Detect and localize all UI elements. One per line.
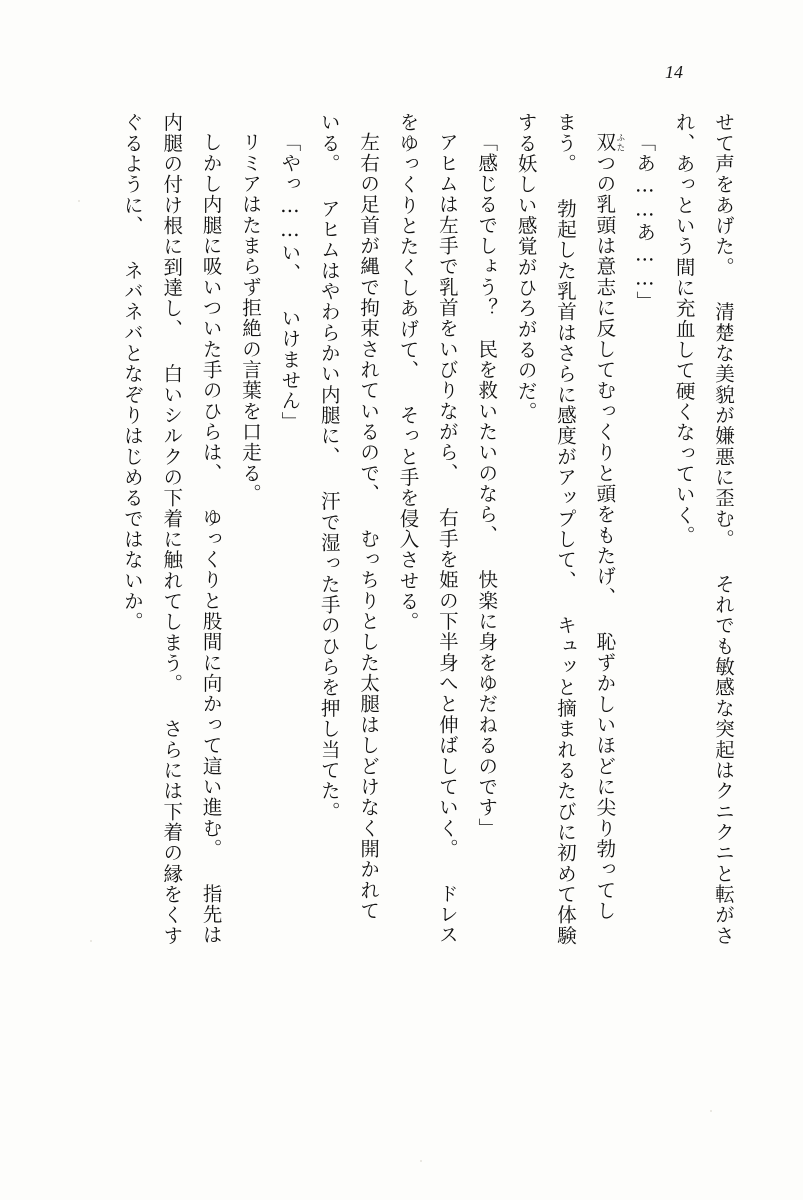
body-paragraph: する妖しい感覚がひろがるのだ。: [514, 112, 538, 423]
body-paragraph: れ、あっという間に充血して硬くなっていく。: [672, 112, 696, 547]
body-paragraph: まう。 勃起した乳首はさらに感度がアップして、 キュッと摘まれるたびに初めて体験: [554, 112, 577, 946]
page-body-text: [60, 112, 743, 1122]
body-paragraph: 「あ……あ……」: [633, 131, 657, 311]
body-paragraph: 内腿の付け根に到達し、 白いシルクの下着に触れてしまう。 さらには下着の縁をくす: [160, 112, 184, 946]
body-paragraph: アヒムは左手で乳首をいびりながら、 右手を姫の下半身へと伸ばしていく。 ドレス: [435, 131, 459, 945]
page-speck: [420, 1160, 422, 1162]
page-number: 14: [665, 62, 683, 82]
body-paragraph: ぐるように、 ネバネバとなぞりはじめるではないか。: [120, 112, 144, 633]
body-paragraph: リミアはたまらず拒絶の言葉を口走る。: [239, 131, 262, 504]
body-paragraph: 「感じるでしょう？ 民を救いたいのなら、 快楽に身をゆだねるのです」: [475, 131, 499, 838]
body-paragraph: をゆっくりとたくしあげて、 そっと手を侵入させる。: [396, 112, 420, 633]
body-paragraph: 「やっ……い、 いけません」: [278, 131, 302, 432]
body-paragraph: 左右の足首が縄で拘束されているので、 むっちりとした太腿はしどけなく開かれて: [357, 131, 381, 921]
body-paragraph: いる。 アヒムはやわらかい内腿に、 汗で湿った手のひらを押し当てた。: [317, 112, 341, 822]
body-paragraph: しかし内腿に吸いついた手のひらは、 ゆっくりと股間に向かって這い進む。 指先は: [199, 131, 223, 945]
body-paragraph: 双ふたつの乳頭は意志に反してむっくりと頭をもたげ、 恥ずかしいほどに尖り勃ってし: [593, 131, 625, 921]
body-paragraph: せて声をあげた。 清楚な美貌が嫌悪に歪む。 それでも敏感な突起はクニクニと転がさ: [712, 112, 735, 946]
